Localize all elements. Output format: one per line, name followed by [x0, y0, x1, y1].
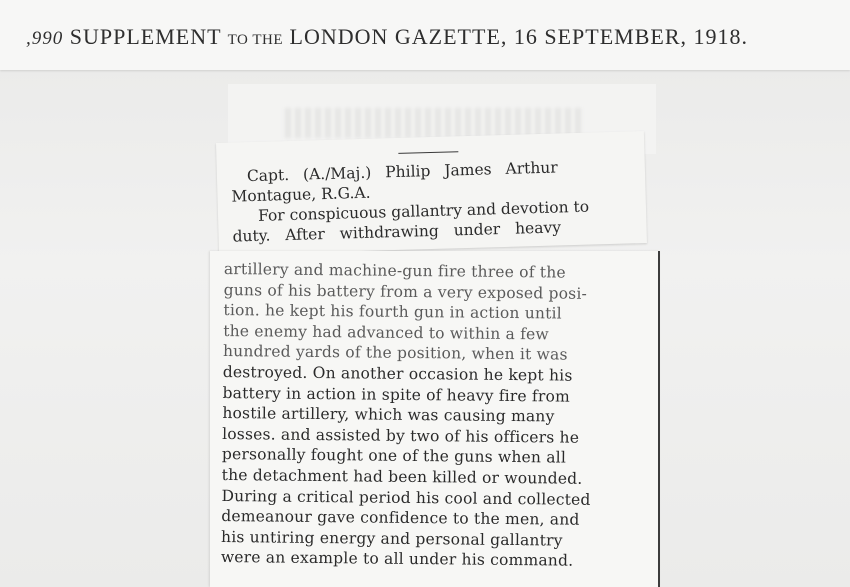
citation-line: destroyed. On another occasion he kept his: [222, 362, 573, 385]
citation-line: For conspicuous gallantry and devotion to: [257, 197, 590, 225]
citation-line: Capt. (A./Maj.) Philip James Arthur: [246, 158, 558, 186]
citation-line: the enemy had advanced to within a few: [223, 321, 550, 344]
citation-line: hundred yards of the position, when it was: [222, 342, 568, 364]
citation-line: tion. he kept his fourth gun in action until: [223, 301, 562, 323]
citation-clipping-bottom: [210, 251, 660, 587]
citation-line: duty. After withdrawing under heavy: [232, 218, 562, 246]
gazette-header: [26, 24, 846, 50]
citation-line: losses. and assisted by two of his officers he: [222, 424, 580, 447]
citation-clipping-top: [216, 131, 647, 255]
citation-top-text: [231, 155, 637, 246]
gazette-header-clipping: [0, 0, 850, 70]
citation-line: personally fought one of the guns when all: [221, 445, 567, 467]
citation-line: guns of his battery from a very exposed posi-: [223, 280, 588, 303]
column-rule: [658, 251, 660, 587]
citation-line: the detachment had been killed or wounded.: [221, 465, 583, 488]
citation-line: were an example to all under his command.: [220, 548, 574, 570]
citation-line: artillery and machine-gun fire three of the: [223, 259, 566, 282]
citation-line: his untiring energy and personal gallantry: [220, 527, 563, 550]
citation-bottom-text: [221, 259, 642, 572]
citation-line: Montague, R.G.A.: [231, 183, 371, 206]
header-title-date: LONDON GAZETTE, 16 SEPTEMBER, 1918.: [289, 24, 749, 49]
separator-rule: [398, 151, 458, 154]
citation-line: battery in action in spite of heavy fire from: [222, 383, 571, 406]
header-word-supplement: SUPPLEMENT: [69, 24, 222, 49]
page-number: ,990: [26, 28, 64, 49]
citation-line: hostile artillery, which was causing many: [222, 404, 555, 426]
citation-line: demeanour gave confidence to the men, and: [221, 507, 580, 529]
citation-line: During a critical period his cool and collected: [221, 486, 591, 509]
header-word-to-the: TO THE: [227, 32, 284, 48]
